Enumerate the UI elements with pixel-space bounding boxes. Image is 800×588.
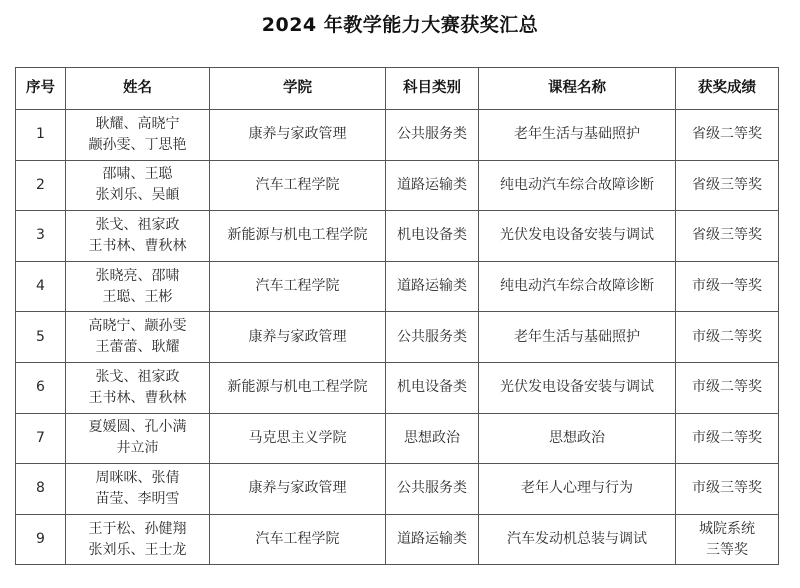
header-college: 学院 <box>210 68 386 110</box>
cell-award <box>676 110 779 161</box>
award-line: 市级三等奖 <box>692 480 762 497</box>
cell-subject: 公共服务类 <box>386 464 479 515</box>
cell-college: 新能源与机电工程学院 <box>210 211 386 262</box>
cell-college: 新能源与机电工程学院 <box>210 362 386 413</box>
cell-names <box>66 211 210 262</box>
names-line: 高晓宁、颛孙雯 <box>88 318 187 335</box>
header-award: 获奖成绩 <box>676 68 779 110</box>
cell-course: 光伏发电设备安装与调试 <box>479 211 676 262</box>
cell-college: 康养与家政管理 <box>210 312 386 363</box>
cell-college: 汽车工程学院 <box>210 514 386 565</box>
table-row <box>16 110 779 161</box>
cell-subject: 道路运输类 <box>386 261 479 312</box>
award-line: 省级二等奖 <box>692 126 762 143</box>
names-line: 王聪、王彬 <box>102 288 173 305</box>
table-row <box>16 160 779 211</box>
cell-index: 7 <box>16 413 66 464</box>
cell-index: 4 <box>16 261 66 312</box>
cell-course: 纯电动汽车综合故障诊断 <box>479 160 676 211</box>
names-line: 王书林、曹秋林 <box>88 237 187 254</box>
cell-award <box>676 160 779 211</box>
cell-award <box>676 464 779 515</box>
cell-subject: 思想政治 <box>386 413 479 464</box>
cell-college: 马克思主义学院 <box>210 413 386 464</box>
award-line: 市级二等奖 <box>692 429 762 446</box>
names-line: 耿耀、高晓宁 <box>95 115 180 132</box>
table-header-row <box>16 68 779 110</box>
cell-subject: 道路运输类 <box>386 160 479 211</box>
cell-index: 9 <box>16 514 66 565</box>
cell-subject: 公共服务类 <box>386 312 479 363</box>
names-line: 张戈、祖家政 <box>95 368 180 385</box>
names-line: 周咪咪、张倩 <box>95 469 180 486</box>
cell-award <box>676 211 779 262</box>
award-line: 市级一等奖 <box>692 278 762 295</box>
cell-index: 1 <box>16 110 66 161</box>
cell-index: 5 <box>16 312 66 363</box>
names-line: 王蕾蕾、耿耀 <box>95 339 180 356</box>
cell-index: 8 <box>16 464 66 515</box>
names-line: 王书林、曹秋林 <box>88 389 187 406</box>
cell-award <box>676 413 779 464</box>
table-row <box>16 312 779 363</box>
cell-index: 2 <box>16 160 66 211</box>
award-line: 市级二等奖 <box>692 328 762 345</box>
header-subject: 科目类别 <box>386 68 479 110</box>
cell-award <box>676 312 779 363</box>
award-line: 三等奖 <box>706 541 748 558</box>
cell-subject: 道路运输类 <box>386 514 479 565</box>
cell-names <box>66 413 210 464</box>
names-line: 张晓亮、邵啸 <box>95 267 180 284</box>
names-line: 夏媛圆、孔小满 <box>88 419 187 436</box>
table-row <box>16 261 779 312</box>
table-row <box>16 514 779 565</box>
cell-names <box>66 312 210 363</box>
header-index: 序号 <box>16 68 66 110</box>
cell-names <box>66 261 210 312</box>
cell-subject: 公共服务类 <box>386 110 479 161</box>
cell-index: 6 <box>16 362 66 413</box>
award-line: 城院系统 <box>699 520 755 537</box>
names-line: 邵啸、王聪 <box>102 166 173 183</box>
cell-subject: 机电设备类 <box>386 211 479 262</box>
cell-course: 老年人心理与行为 <box>479 464 676 515</box>
table-row <box>16 464 779 515</box>
cell-award <box>676 362 779 413</box>
table-row <box>16 211 779 262</box>
cell-course: 光伏发电设备安装与调试 <box>479 362 676 413</box>
award-line: 省级三等奖 <box>692 227 762 244</box>
cell-course: 汽车发动机总装与调试 <box>479 514 676 565</box>
cell-college: 汽车工程学院 <box>210 261 386 312</box>
table-row <box>16 362 779 413</box>
cell-course: 思想政治 <box>479 413 676 464</box>
cell-course: 老年生活与基础照护 <box>479 312 676 363</box>
cell-course: 纯电动汽车综合故障诊断 <box>479 261 676 312</box>
award-line: 省级三等奖 <box>692 176 762 193</box>
cell-college: 康养与家政管理 <box>210 464 386 515</box>
cell-award <box>676 261 779 312</box>
header-course: 课程名称 <box>479 68 676 110</box>
header-names: 姓名 <box>66 68 210 110</box>
award-line: 市级二等奖 <box>692 379 762 396</box>
cell-college: 汽车工程学院 <box>210 160 386 211</box>
cell-index: 3 <box>16 211 66 262</box>
document-title: 2024 年教学能力大赛获奖汇总 <box>261 14 539 36</box>
cell-subject: 机电设备类 <box>386 362 479 413</box>
names-line: 颛孙雯、丁思艳 <box>88 136 187 153</box>
cell-award <box>676 514 779 565</box>
cell-names <box>66 160 210 211</box>
names-line: 王于松、孙健翔 <box>88 520 187 537</box>
cell-course: 老年生活与基础照护 <box>479 110 676 161</box>
cell-names <box>66 514 210 565</box>
names-line: 张刘乐、吴頔 <box>95 187 180 204</box>
awards-table <box>15 67 779 565</box>
cell-names <box>66 362 210 413</box>
names-line: 张刘乐、王士龙 <box>88 541 187 558</box>
names-line: 张戈、祖家政 <box>95 216 180 233</box>
cell-names <box>66 464 210 515</box>
cell-names <box>66 110 210 161</box>
names-line: 苗莹、李明雪 <box>95 490 180 507</box>
cell-college: 康养与家政管理 <box>210 110 386 161</box>
table-row <box>16 413 779 464</box>
names-line: 井立沛 <box>116 440 159 457</box>
